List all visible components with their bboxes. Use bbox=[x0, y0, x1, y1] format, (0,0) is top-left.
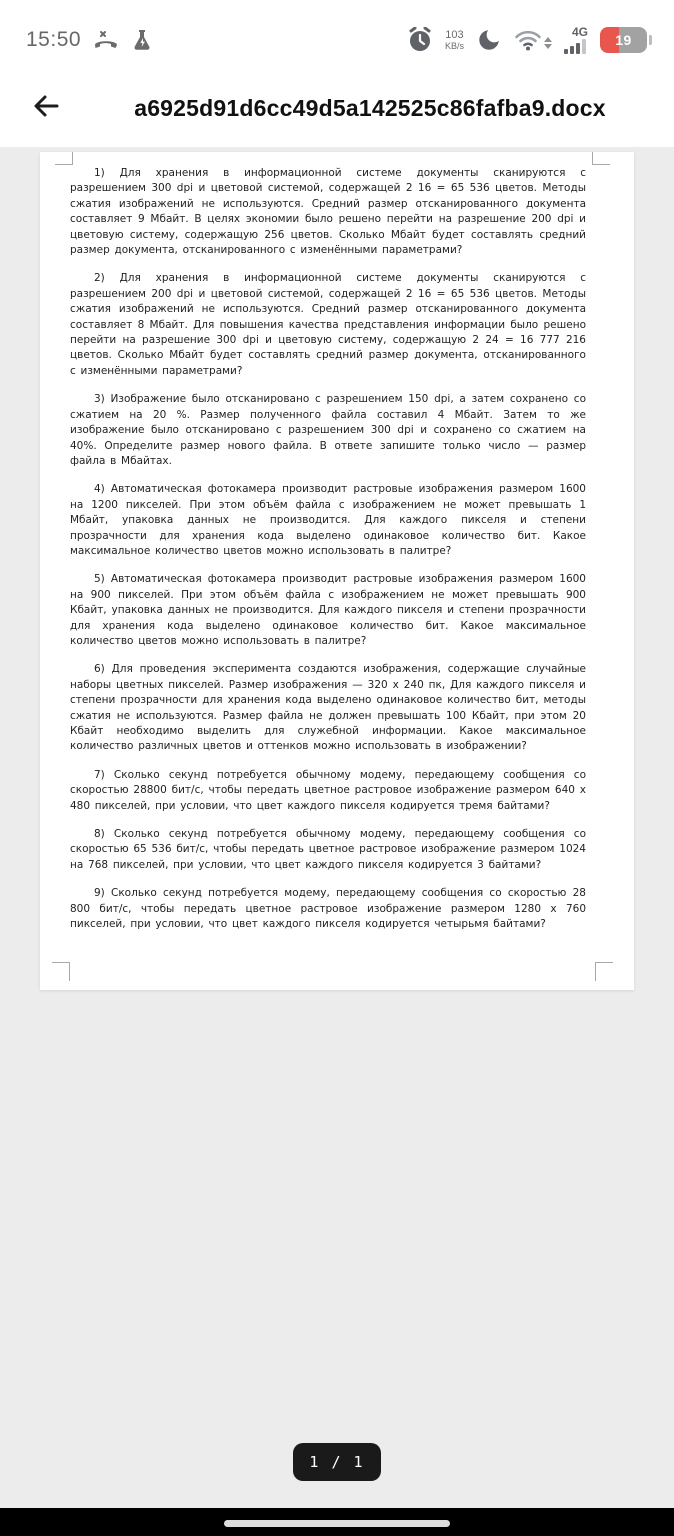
document-filename: a6925d91d6cc49d5a142525c86fafba9.docx bbox=[134, 95, 606, 121]
network-speed-indicator bbox=[445, 30, 464, 51]
wifi-traffic-arrows bbox=[544, 37, 552, 49]
paragraph-5: 5) Автоматическая фотокамера производит растровые изображения размером 1600 на 900 пикселей. При этом объём файла с изображением не может превышать 900 Кбайт, упаковка данных не производится. Для каждого пикселя и степени прозрачности для хранения кода выделено одинаковое количество бит. Какое максимальное количество цветов можно использовать в палитре? bbox=[70, 573, 586, 647]
battery-tip bbox=[649, 35, 652, 45]
document-page bbox=[40, 152, 634, 990]
network-type-label: 4G bbox=[571, 25, 588, 39]
page-indicator: 1 / 1 bbox=[293, 1443, 381, 1481]
paragraph-3: 3) Изображение было отсканировано с разрешением 150 dpi, а затем сохранено со сжатием на 20 %. Размер полученного файла составил 4 Мбайт. Затем то же изображение было отсканировано с разрешением 300 dpi и сохранено со сжатием на 40%. Определите размер нового файла. В ответе запишите только число — размер файла в Мбайтах. bbox=[70, 393, 586, 467]
crop-mark-top-left bbox=[55, 152, 73, 165]
signal-bars bbox=[564, 26, 588, 54]
paragraph-6: 6) Для проведения эксперимента создаются изображения, содержащие случайные наборы цветных пикселей. Размер изображения — 320 x 240 пк, Для каждого пикселя и степени прозрачности для хранения кода выделено одинаковое количество бит, методы сжатия не используются. Размер файла не должен превышать 100 Кбайт, при этом 20 Кбайт необходимо выделить для служебной информации. Какое максимальное количество различных цветов и оттенков можно использовать в изображении? bbox=[70, 663, 586, 753]
document-viewer[interactable] bbox=[0, 147, 674, 1508]
paragraph-8: 8) Сколько секунд потребуется обычному модему, передающему сообщения со скоростью 65 536 бит/с, чтобы передать цветное растровое изображение размером 1024 на 768 пикселей, при условии, что цвет каждого пикселя кодируется 3 байтами? bbox=[70, 828, 586, 871]
flask-icon bbox=[131, 28, 153, 52]
paragraph-9: 9) Сколько секунд потребуется модему, передающему сообщения со скоростью 28 800 бит/с, чтобы передать цветное растровое изображение размером 1280 x 760 пикселей, при условии, что цвет каждого пикселя кодируется четырьмя байтами? bbox=[70, 887, 586, 931]
alarm-icon bbox=[407, 27, 433, 53]
paragraph-7: 7) Сколько секунд потребуется обычному модему, передающему сообщения со скоростью 28800 бит/с, чтобы передать цветное растровое изображение размером 640 x 480 пикселей, при условии, что цвет каждого пикселя кодируется тремя байтами? bbox=[70, 768, 586, 812]
app-header bbox=[0, 70, 674, 147]
battery-percent: 19 bbox=[615, 32, 632, 48]
crop-mark-bottom-left bbox=[52, 962, 70, 981]
back-arrow-icon bbox=[30, 90, 62, 127]
paragraph-4: 4) Автоматическая фотокамера производит растровые изображения размером 1600 на 1200 пикселей. При этом объём файла с изображением не может превышать 1 Мбайт, упаковка данных не производится. Для каждого пикселя и степени прозрачности для хранения кода выделено одинаковое количество бит. Какое максимальное количество цветов можно использовать в палитре? bbox=[70, 483, 586, 557]
back-button[interactable] bbox=[24, 87, 68, 131]
document-text bbox=[70, 166, 586, 945]
paragraph-2: 2) Для хранения в информационной системе документы сканируются с разрешением 200 dpi и цветовой системой, содержащей 2 16 = 65 536 цветов. Методы сжатия изображений не используются. Средний размер отсканированного документа составляет 8 Мбайт. Для повышения качества представления информации было решено перейти на разрешение 300 dpi и цветовую систему, содержащую 2 24 = 16 777 216 цветов. Сколько Мбайт будет составлять средний размер документа, отсканированного с изменёнными параметрами? bbox=[70, 272, 586, 377]
paragraph-1: 1) Для хранения в информационной системе документы сканируются с разрешением 300 dpi и цветовой системой, содержащей 2 16 = 65 536 цветов. Методы сжатия изображений не используются. Средний размер отсканированного документа составляет 9 Мбайт. В целях экономии было решено перейти на разрешение 200 dpi и цветовую систему, содержащую 256 цветов. Сколько Мбайт будет составлять средний размер документа, отсканированного с изменёнными параметрами? bbox=[70, 167, 586, 257]
battery-indicator bbox=[600, 27, 652, 53]
network-speed-unit: KB/s bbox=[444, 40, 464, 51]
status-bar bbox=[0, 0, 674, 70]
wifi-icon bbox=[514, 29, 552, 51]
home-indicator[interactable] bbox=[224, 1520, 450, 1527]
crop-mark-top-right bbox=[592, 152, 610, 165]
clock-time: 15:50 bbox=[26, 28, 82, 51]
navigation-bar bbox=[0, 1508, 674, 1536]
missed-call-icon bbox=[93, 28, 119, 52]
crop-mark-bottom-right bbox=[595, 962, 613, 981]
moon-icon bbox=[476, 27, 502, 53]
network-speed-value: 103 bbox=[445, 28, 464, 41]
